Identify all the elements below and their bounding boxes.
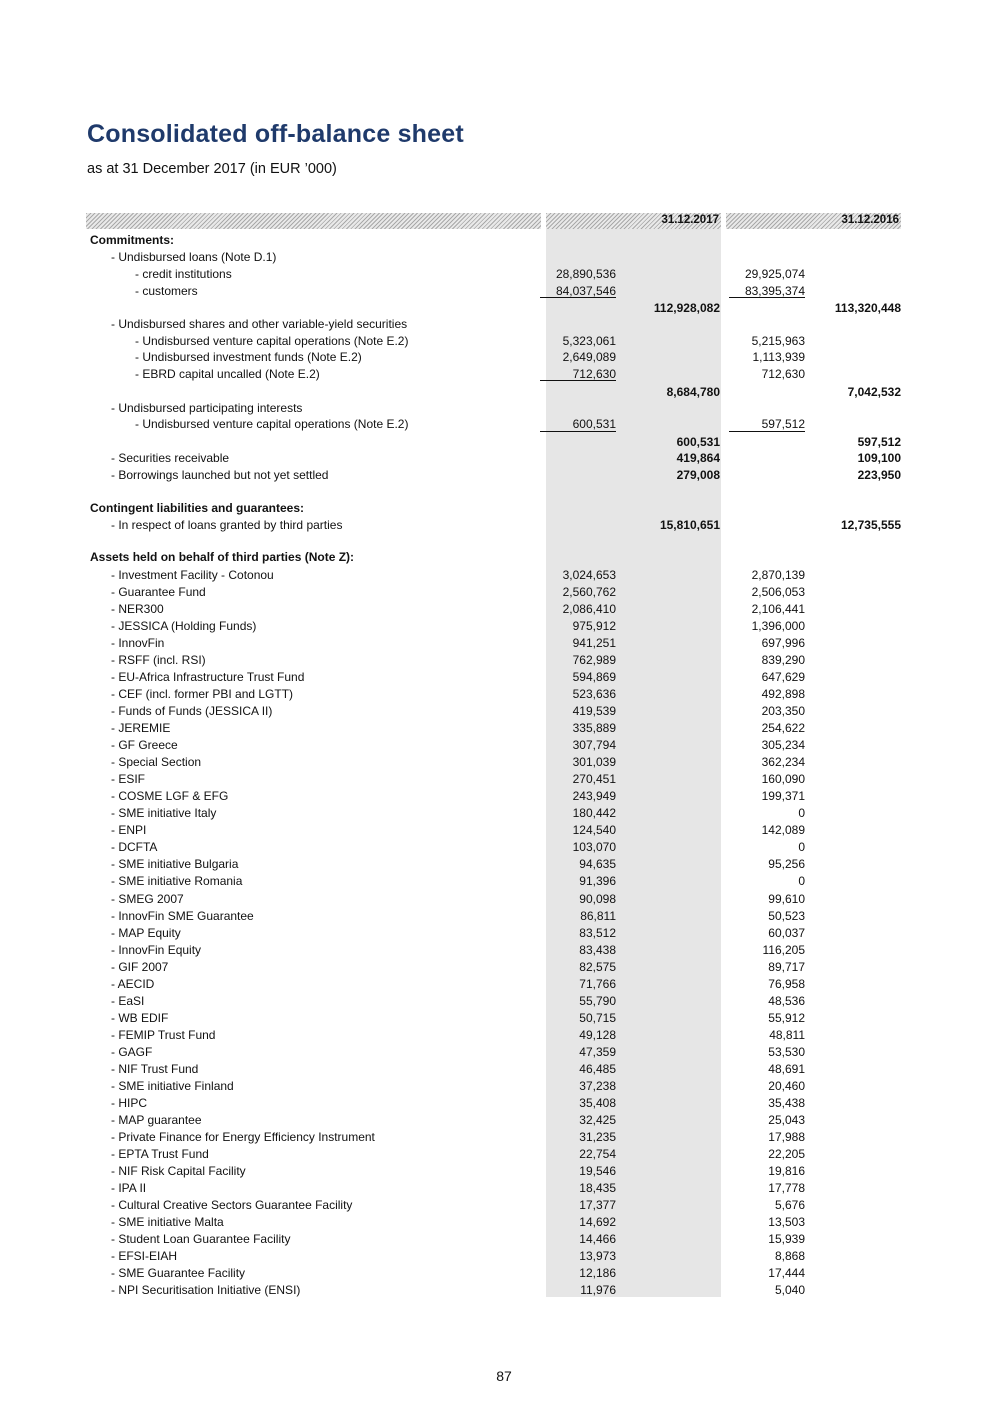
table-row: [0, 467, 1008, 483]
row-label: - InnovFin SME Guarantee: [111, 908, 254, 923]
value-2017: 762,989: [572, 653, 616, 668]
value-2016: 55,912: [768, 1010, 805, 1025]
value-2017: 14,692: [579, 1214, 616, 1229]
row-label: - FEMIP Trust Fund: [111, 1027, 216, 1042]
table-row: [0, 416, 1008, 432]
row-label: - ESIF: [111, 772, 146, 787]
value-2017: 90,098: [579, 891, 616, 906]
value-2017: 28,890,536: [555, 267, 616, 281]
value-2017: 32,425: [579, 1112, 616, 1127]
value-2016: 25,043: [768, 1112, 805, 1127]
value-2017: 22,754: [579, 1146, 616, 1161]
value-2016: 160,090: [761, 772, 805, 787]
subtotal-row: [0, 300, 1008, 316]
row-label: - WB EDIF: [111, 1010, 169, 1025]
value-2016: 5,215,963: [751, 334, 805, 348]
value-2016: 1,396,000: [751, 619, 805, 634]
value-2016: 199,371: [761, 789, 805, 804]
table-row: [0, 942, 1008, 958]
subtotal-2017: 8,684,780: [666, 385, 720, 399]
row-label: - InnovFin: [111, 636, 165, 651]
table-row: [0, 1231, 1008, 1247]
value-2016: 48,811: [769, 1027, 805, 1042]
value-2016: 13,503: [768, 1214, 805, 1229]
value-2017: 55,790: [579, 993, 616, 1008]
table-row: [0, 959, 1008, 975]
table-row: [0, 1010, 1008, 1026]
header-2017: [546, 213, 721, 229]
value-2017: 941,251: [572, 636, 616, 651]
table-row: [0, 1095, 1008, 1111]
row-label: - Funds of Funds (JESSICA II): [111, 704, 273, 719]
value-2017: 307,794: [572, 738, 616, 753]
value-2016: 5,676: [774, 1197, 805, 1212]
value-2017: 335,889: [572, 721, 616, 736]
row-label: - SMEG 2007: [111, 891, 184, 906]
value-2016: 2,106,441: [751, 602, 805, 616]
value-2016: 0: [798, 874, 805, 889]
header-2017-label: 31.12.2017: [661, 214, 719, 226]
table-row: [0, 1112, 1008, 1128]
value-2016: 22,205: [768, 1146, 805, 1161]
row-label: - Student Loan Guarantee Facility: [111, 1231, 291, 1246]
row-label: - Private Finance for Energy Efficiency Instrument: [111, 1129, 375, 1144]
value-2016: 53,530: [768, 1044, 805, 1059]
value-2017: 91,396: [579, 874, 616, 889]
header-2016: [726, 213, 901, 229]
table-row: [0, 450, 1008, 466]
table-row: [0, 1146, 1008, 1162]
subtotal-rule: [540, 297, 616, 298]
value-2017: 12,186: [579, 1266, 616, 1280]
table-row: [0, 908, 1008, 924]
table-row: [0, 1078, 1008, 1094]
row-label: - Special Section: [111, 755, 202, 770]
row-label: - GF Greece: [111, 738, 178, 753]
row-label: - HIPC: [111, 1095, 147, 1110]
subtotal-rule: [729, 297, 805, 298]
table-row: [0, 601, 1008, 617]
row-label: - AECID: [111, 976, 155, 991]
row-label: - Borrowings launched but not yet settled: [111, 468, 329, 482]
value-2017: 47,359: [579, 1044, 616, 1059]
value-2017: 15,810,651: [659, 518, 720, 532]
row-label: - SME initiative Bulgaria: [111, 857, 239, 872]
table-row: [0, 976, 1008, 992]
row-label: - EU-Africa Infrastructure Trust Fund: [111, 670, 305, 685]
group-label: - Undisbursed shares and other variable-yield securities: [111, 317, 408, 331]
subtotal-2016: 597,512: [857, 435, 901, 449]
value-2017: 712,630: [572, 367, 616, 381]
row-label: - EPTA Trust Fund: [111, 1146, 209, 1161]
subtotal-rule: [729, 431, 805, 432]
table-row: [0, 805, 1008, 821]
row-label: - In respect of loans granted by third parties: [111, 518, 343, 532]
value-2016: 15,939: [768, 1231, 805, 1246]
value-2016: 17,988: [768, 1129, 805, 1144]
group-label: - Undisbursed loans (Note D.1): [111, 250, 277, 264]
table-row: [0, 1163, 1008, 1179]
row-label: - customers: [135, 284, 198, 298]
value-2016: 492,898: [761, 687, 805, 702]
value-2017: 35,408: [579, 1095, 616, 1110]
value-2017: 3,024,653: [562, 568, 616, 582]
value-2016: 1,113,939: [752, 350, 805, 364]
row-label: - JESSICA (Holding Funds): [111, 619, 257, 634]
row-label: - Undisbursed venture capital operations (Note E.2): [135, 417, 409, 431]
value-2016: 19,816: [768, 1163, 805, 1178]
table-row: [0, 333, 1008, 349]
value-2016: 60,037: [768, 925, 805, 940]
value-2016: 8,868: [774, 1249, 805, 1263]
value-2017: 11,976: [580, 1283, 616, 1297]
row-label: - NPI Securitisation Initiative (ENSI): [111, 1283, 301, 1297]
subtotal-2016: 113,320,448: [834, 301, 901, 315]
table-row: [0, 856, 1008, 872]
table-row: [0, 1061, 1008, 1077]
value-2016: 76,958: [768, 976, 805, 991]
value-2016: 29,925,074: [744, 267, 805, 281]
section-heading-row: [0, 500, 1008, 516]
subtotal-row: [0, 434, 1008, 450]
value-2016: 116,205: [762, 942, 805, 957]
value-2016: 0: [798, 806, 805, 821]
group-label-row: [0, 316, 1008, 332]
value-2016: 142,089: [761, 823, 805, 838]
value-2016: 712,630: [761, 367, 805, 381]
table-row: [0, 1265, 1008, 1281]
table-row: [0, 283, 1008, 299]
table-row: [0, 1282, 1008, 1298]
value-2016: 362,234: [761, 755, 805, 770]
row-label: - EaSI: [111, 993, 145, 1008]
value-2017: 419,539: [572, 704, 616, 719]
value-2017: 83,438: [579, 942, 616, 957]
value-2017: 594,869: [572, 670, 616, 685]
value-2016: 17,778: [768, 1180, 805, 1195]
value-2017: 14,466: [579, 1231, 616, 1246]
row-label: - EFSI-EIAH: [111, 1249, 178, 1263]
value-2016: 83,395,374: [744, 284, 805, 298]
value-2017: 600,531: [572, 417, 616, 431]
row-label: - IPA II: [111, 1180, 147, 1195]
table-row: [0, 686, 1008, 702]
row-label: - EBRD capital uncalled (Note E.2): [135, 367, 320, 381]
table-row: [0, 266, 1008, 282]
value-2017: 419,864: [676, 451, 720, 465]
row-label: - GIF 2007: [111, 959, 169, 974]
value-2016: 697,996: [761, 636, 805, 651]
table-row: [0, 720, 1008, 736]
row-label: - Guarantee Fund: [111, 585, 206, 599]
table-row: [0, 788, 1008, 804]
value-2017: 19,546: [579, 1163, 616, 1178]
value-2016: 35,438: [768, 1095, 805, 1110]
value-2016: 89,717: [768, 959, 805, 974]
value-2017: 2,649,089: [562, 350, 616, 364]
subtotal-2017: 112,928,082: [653, 301, 720, 315]
value-2017: 124,540: [572, 823, 616, 838]
table-row: [0, 584, 1008, 600]
value-2016: 5,040: [774, 1283, 805, 1297]
subtotal-row: [0, 384, 1008, 400]
value-2017: 83,512: [579, 925, 616, 940]
value-2017: 13,973: [579, 1249, 616, 1263]
value-2017: 84,037,546: [555, 284, 616, 298]
row-label: - Undisbursed venture capital operations (Note E.2): [135, 334, 409, 348]
value-2016: 109,100: [857, 451, 901, 465]
row-label: - SME initiative Romania: [111, 874, 243, 889]
table-row: [0, 517, 1008, 533]
row-label: - Securities receivable: [111, 451, 230, 465]
table-row: [0, 1214, 1008, 1230]
page-title: Consolidated off-balance sheet: [87, 120, 464, 148]
value-2017: 94,635: [579, 857, 616, 872]
page-subtitle: as at 31 December 2017 (in EUR ’000): [87, 161, 337, 177]
table-row: [0, 349, 1008, 365]
value-2017: 50,715: [579, 1010, 616, 1025]
table-row: [0, 703, 1008, 719]
value-2017: 270,451: [572, 772, 616, 787]
table-row: [0, 839, 1008, 855]
row-label: - ENPI: [111, 823, 147, 838]
section-heading-row: [0, 232, 1008, 248]
table-row: [0, 822, 1008, 838]
value-2016: 254,622: [761, 721, 805, 736]
value-2017: 2,086,410: [562, 602, 616, 616]
row-label: - CEF (incl. former PBI and LGTT): [111, 687, 294, 702]
value-2017: 103,070: [572, 840, 616, 855]
table-row: [0, 1248, 1008, 1264]
value-2016: 99,610: [768, 891, 805, 906]
subtotal-rule: [540, 380, 616, 381]
group-label: - Undisbursed participating interests: [111, 401, 303, 415]
value-2016: 48,536: [768, 993, 805, 1008]
header-label-band: [86, 213, 541, 229]
subtotal-rule: [540, 431, 616, 432]
table-row: [0, 652, 1008, 668]
table-row: [0, 1129, 1008, 1145]
value-2017: 301,039: [572, 755, 616, 770]
row-label: - COSME LGF & EFG: [111, 789, 229, 804]
page-number: 87: [496, 1368, 512, 1384]
table-row: [0, 925, 1008, 941]
row-label: - NIF Risk Capital Facility: [111, 1163, 246, 1178]
value-2016: 2,870,139: [751, 568, 805, 582]
value-2016: 0: [798, 840, 805, 855]
row-label: - SME initiative Finland: [111, 1078, 234, 1093]
row-label: - NIF Trust Fund: [111, 1061, 199, 1076]
value-2017: 86,811: [580, 908, 616, 923]
value-2017: 46,485: [579, 1061, 616, 1076]
row-label: - JEREMIE: [111, 721, 171, 736]
table-row: [0, 737, 1008, 753]
value-2017: 975,912: [572, 619, 616, 634]
row-label: - Undisbursed investment funds (Note E.2): [135, 350, 362, 364]
table-row: [0, 1180, 1008, 1196]
value-2016: 203,350: [761, 704, 805, 719]
value-2016: 2,506,053: [751, 585, 805, 599]
row-label: - Investment Facility - Cotonou: [111, 568, 274, 582]
section-heading-row: [0, 549, 1008, 565]
table-row: [0, 669, 1008, 685]
value-2016: 305,234: [761, 738, 805, 753]
row-label: - RSFF (incl. RSI): [111, 653, 206, 668]
table-row: [0, 891, 1008, 907]
value-2017: 523,636: [572, 687, 616, 702]
row-label: - MAP guarantee: [111, 1112, 202, 1127]
value-2016: 50,523: [768, 908, 805, 923]
row-label: - MAP Equity: [111, 925, 181, 940]
value-2017: 82,575: [579, 959, 616, 974]
row-label: - NER300: [111, 602, 164, 616]
table-row: [0, 1197, 1008, 1213]
row-label: - SME initiative Malta: [111, 1214, 224, 1229]
value-2017: 31,235: [579, 1129, 616, 1144]
header-2016-label: 31.12.2016: [841, 214, 899, 226]
value-2016: 223,950: [857, 468, 901, 482]
table-row: [0, 618, 1008, 634]
value-2017: 243,949: [572, 789, 616, 804]
table-row: [0, 993, 1008, 1009]
value-2016: 17,444: [768, 1266, 805, 1280]
value-2017: 18,435: [579, 1180, 616, 1195]
row-label: - Cultural Creative Sectors Guarantee Facility: [111, 1197, 353, 1212]
value-2016: 20,460: [768, 1078, 805, 1093]
row-label: - GAGF: [111, 1044, 153, 1059]
table-row: [0, 771, 1008, 787]
table-row: [0, 366, 1008, 382]
value-2017: 180,442: [572, 806, 616, 821]
row-label: - DCFTA: [111, 840, 158, 855]
group-label-row: [0, 249, 1008, 265]
value-2017: 71,766: [579, 976, 616, 991]
value-2016: 839,290: [761, 653, 805, 668]
row-label: - SME Guarantee Facility: [111, 1266, 246, 1280]
value-2017: 17,377: [579, 1197, 616, 1212]
value-2016: 597,512: [761, 417, 805, 431]
row-label: - credit institutions: [135, 267, 232, 281]
section-heading: Commitments:: [90, 233, 175, 247]
table-row: [0, 1027, 1008, 1043]
group-label-row: [0, 400, 1008, 416]
subtotal-2017: 600,531: [676, 435, 720, 449]
subtotal-2016: 7,042,532: [847, 385, 901, 399]
table-row: [0, 567, 1008, 583]
value-2016: 95,256: [768, 857, 805, 872]
section-heading: Contingent liabilities and guarantees:: [90, 501, 305, 515]
table-row: [0, 754, 1008, 770]
table-row: [0, 635, 1008, 651]
value-2017: 5,323,061: [562, 334, 616, 348]
value-2017: 37,238: [579, 1078, 616, 1093]
value-2017: 279,008: [676, 468, 720, 482]
value-2017: 49,128: [579, 1027, 616, 1042]
row-label: - InnovFin Equity: [111, 942, 202, 957]
table-row: [0, 873, 1008, 889]
section-heading: Assets held on behalf of third parties (Note Z):: [90, 550, 355, 564]
value-2016: 12,735,555: [840, 518, 901, 532]
row-label: - SME initiative Italy: [111, 806, 217, 821]
value-2016: 647,629: [761, 670, 805, 685]
table-row: [0, 1044, 1008, 1060]
value-2016: 48,691: [768, 1061, 805, 1076]
value-2017: 2,560,762: [562, 585, 616, 599]
